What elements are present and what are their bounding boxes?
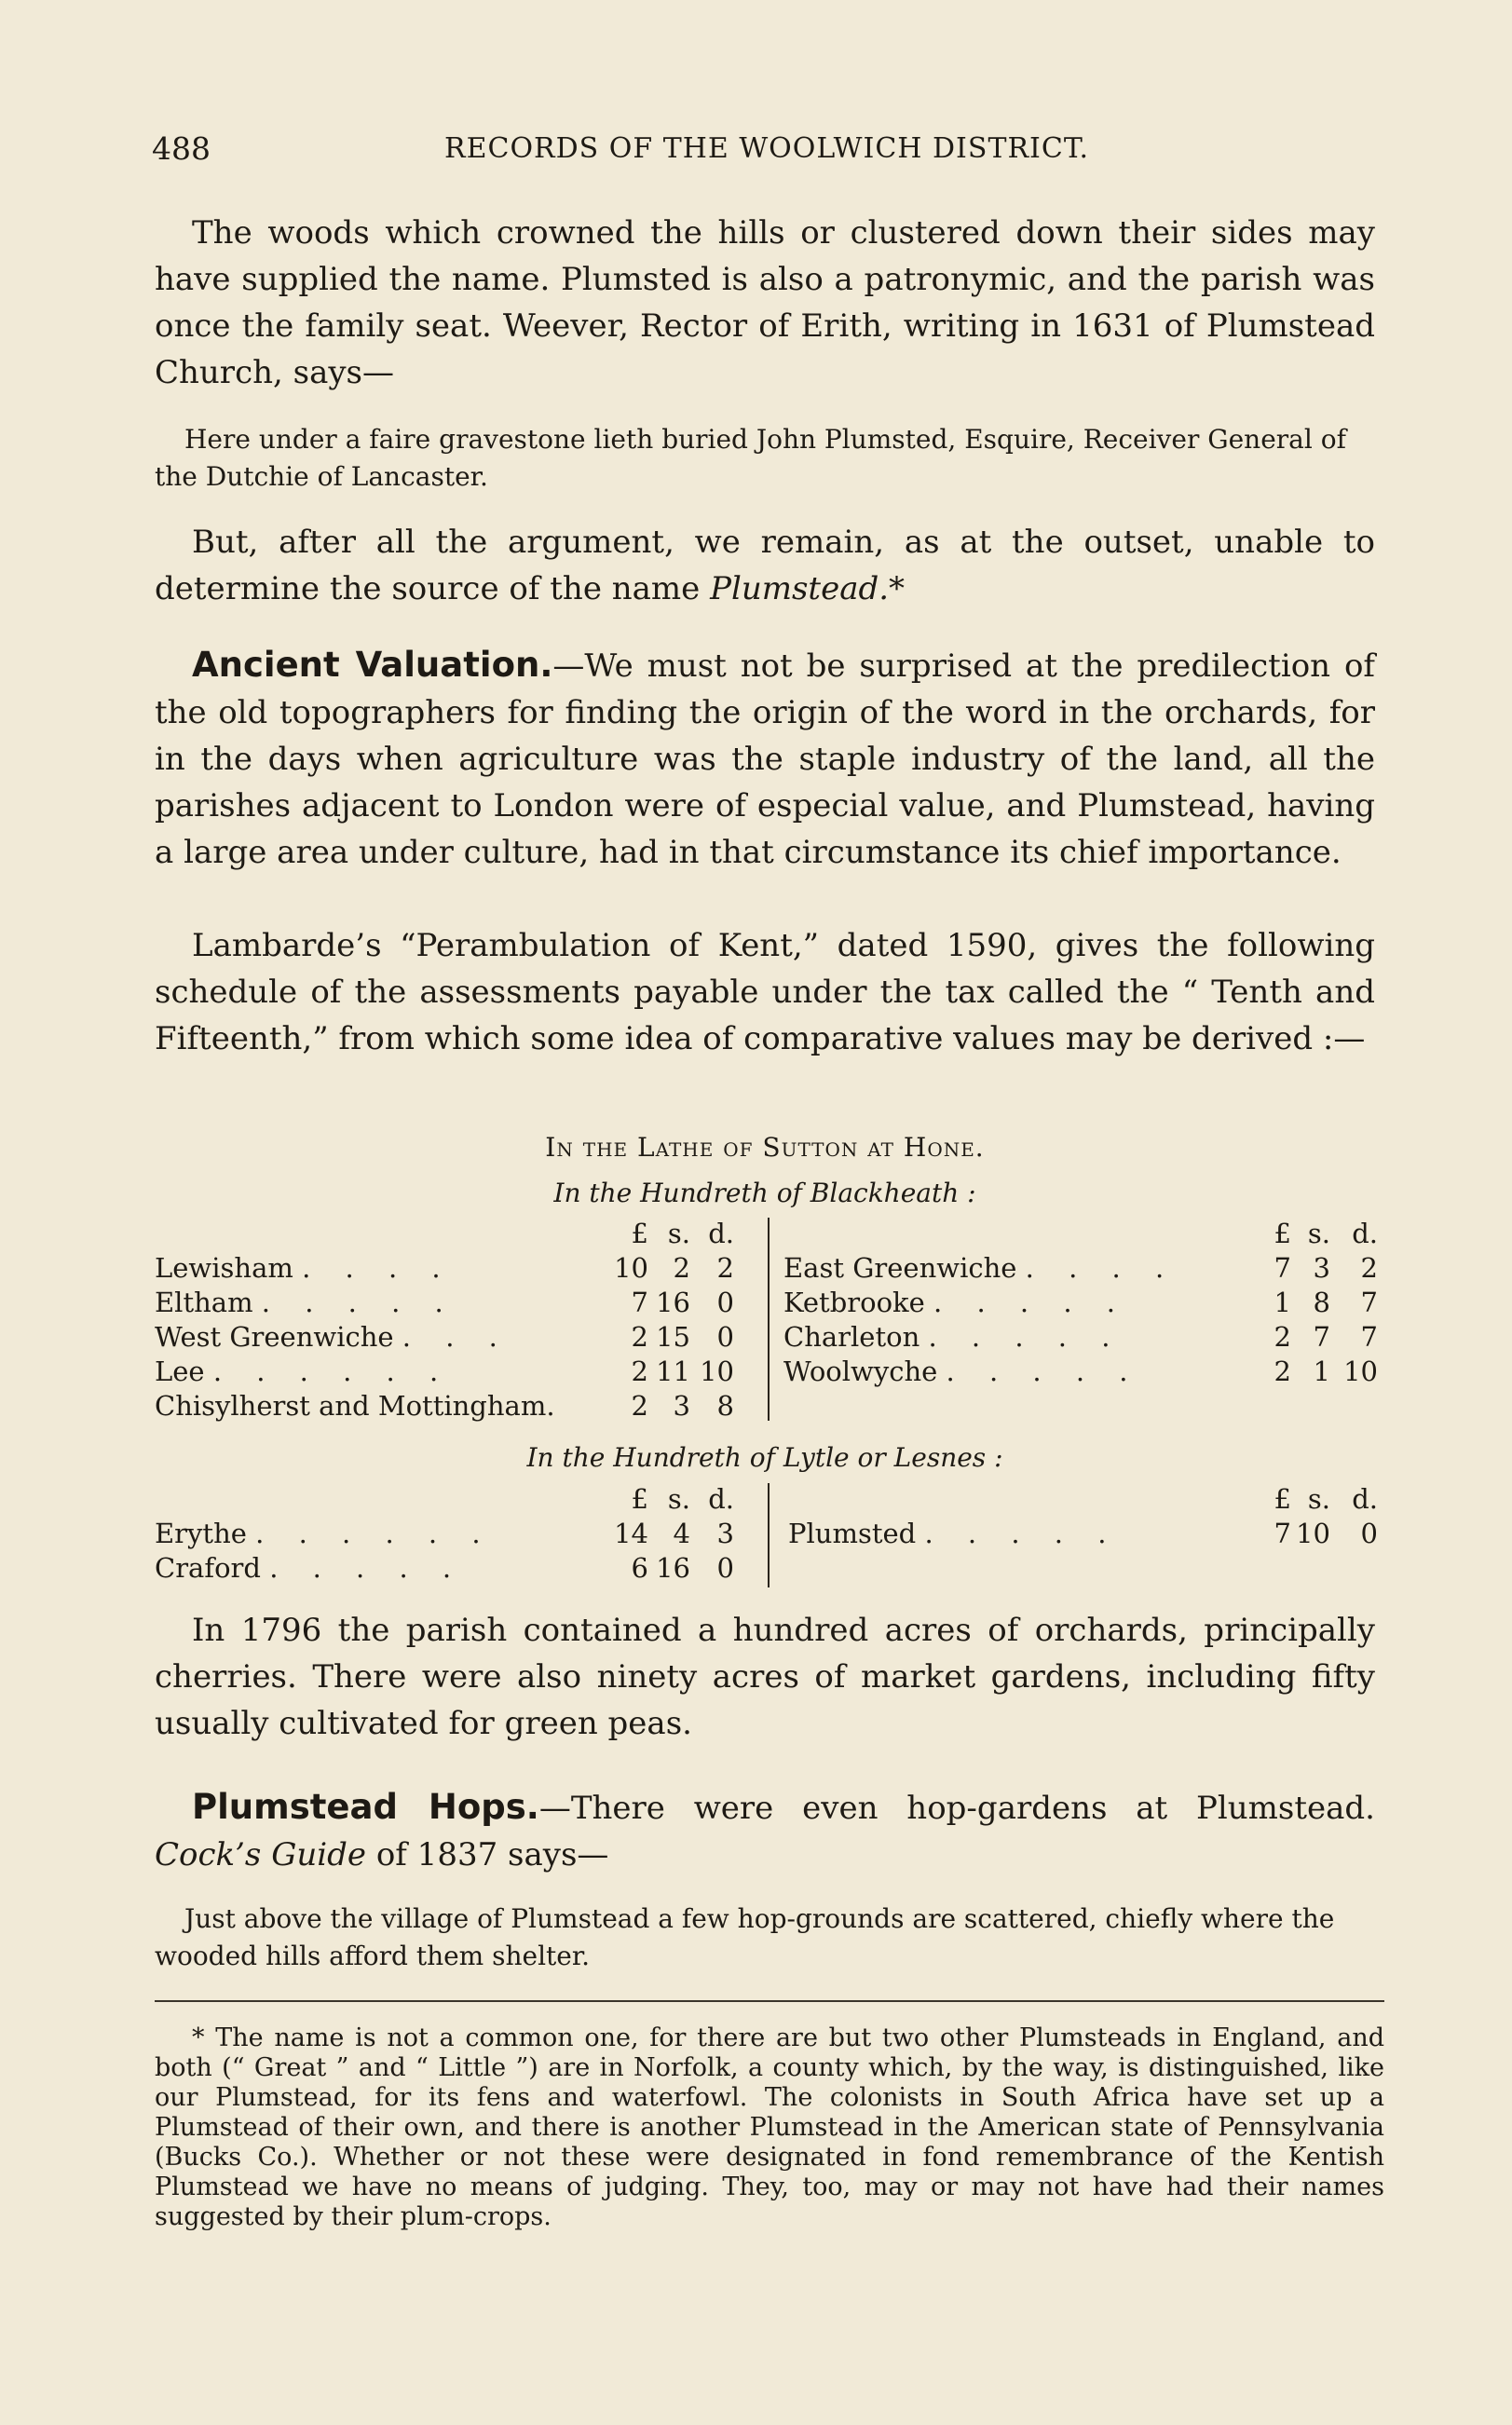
pence-value: 0: [1360, 1518, 1378, 1549]
paragraph-ancient-valuation-text: —We must not be surprised at the predilection of the old topographers for finding the origin of the word in the orchards, for in the days when agriculture was the staple industry of the land, all the parishes adjacent to London were of especial value, and Plumstead, having a large area under culture, had in that circumstance its chief importance.: [155, 647, 1375, 871]
table-row: [155, 1321, 1384, 1356]
running-title: RECORDS OF THE WOOLWICH DISTRICT.: [444, 132, 1089, 165]
pence-value: 3: [716, 1518, 734, 1549]
parish-name: Erythe: [155, 1518, 247, 1549]
paragraph-argument-text: But, after all the argument, we remain, as at the outset, unable to determine the source of the name: [155, 524, 1375, 607]
table-row: [155, 1518, 1384, 1552]
pounds-value: 2: [631, 1356, 648, 1387]
valuation-table-blackheath: [155, 1218, 1384, 1423]
pounds-value: 2: [631, 1390, 648, 1422]
units-row: [155, 1483, 1384, 1518]
section-heading-ancient-valuation: Ancient Valuation.: [192, 645, 553, 685]
paragraph-woods: The woods which crowned the hills or clustered down their sides may have supplied the name. Plumsted is also a patronymic, and the parish was once the family seat. Weever, Rector of Erith, writing in 1631 of Plumstead Church, says—: [155, 214, 1375, 391]
pence-unit-right: d.: [1352, 1218, 1378, 1249]
pence-unit-right: d.: [1352, 1483, 1378, 1515]
pence-value: 10: [1343, 1356, 1378, 1387]
footnote: * The name is not a common one, for there are but two other Plumsteads in England, and both (“ Great ” and “ Little ”) are in Norfolk, a county which, by the way, is distinguished, like our Plumstead, for its fens and waterfowl. The colonists in South Africa have set up a Plumstead of their own, and there is another Plumstead in the American state of Pennsylvania (Bucks Co.). Whether or not these were designated in fond remembrance of the Kentish Plumstead we have no means of judging. They, too, may or may not have had their names suggested by their plum-crops.: [155, 2023, 1384, 2231]
hundred-title-blackheath: In the Hundreth of Blackheath :: [553, 1178, 976, 1208]
pence-value: 2: [1360, 1252, 1378, 1284]
paragraph-hops-text-end: of 1837 says—: [366, 1836, 609, 1873]
lathe-title: In the Lathe of Sutton at Hone.: [545, 1132, 985, 1163]
parish-name: Craford: [155, 1552, 261, 1584]
quote-weever: Here under a faire gravestone lieth buried John Plumsted, Esquire, Receiver General of the Dutchie of Lancaster.: [155, 424, 1346, 492]
shillings-value: 16: [656, 1552, 690, 1584]
pounds-value: 1: [1274, 1287, 1291, 1318]
pence-value: 7: [1360, 1321, 1378, 1353]
shillings-value: 8: [1313, 1287, 1330, 1318]
table-row: [155, 1552, 1384, 1587]
units-row: [155, 1218, 1384, 1252]
pounds-value: 7: [1274, 1518, 1291, 1549]
column-divider: [768, 1483, 770, 1587]
leader-dots: . . . . .: [261, 1287, 456, 1318]
pence-value: 8: [716, 1390, 734, 1422]
parish-name: Lee: [155, 1356, 205, 1387]
leader-dots: . . . .: [1025, 1252, 1178, 1284]
parish-name: West Greenwiche: [155, 1321, 394, 1353]
leader-dots: . . . . . .: [212, 1356, 452, 1387]
parish-name: East Greenwiche: [783, 1252, 1017, 1284]
shillings-value: 4: [673, 1518, 690, 1549]
cocks-guide-italic: Cock’s Guide: [155, 1836, 367, 1873]
pounds-value: 7: [1274, 1252, 1291, 1284]
shillings-value: 15: [656, 1321, 690, 1353]
pounds-value: 10: [614, 1252, 648, 1284]
leader-dots: . . .: [402, 1321, 511, 1353]
parish-name: Ketbrooke: [783, 1287, 925, 1318]
footnote-rule: [155, 2000, 1384, 2002]
pence-unit-left: d.: [708, 1218, 734, 1249]
running-head: [152, 130, 1382, 177]
page-number: 488: [152, 130, 211, 167]
parish-name: Woolwyche: [783, 1356, 938, 1387]
pence-value: 0: [716, 1287, 734, 1318]
shillings-value: 11: [656, 1356, 690, 1387]
shilling-unit-right: s.: [1307, 1218, 1330, 1249]
paragraph-lambarde: Lambarde’s “Perambulation of Kent,” dated 1590, gives the following schedule of the assessments payable under the tax called the “ Tenth and Fifteenth,” from which some idea of comparative values may be derived :—: [155, 927, 1375, 1057]
pound-unit-left: £: [631, 1218, 648, 1249]
pounds-value: 7: [631, 1287, 648, 1318]
shillings-value: 7: [1313, 1321, 1330, 1353]
parish-name: Eltham: [155, 1287, 253, 1318]
pound-unit-right: £: [1274, 1483, 1291, 1515]
pence-value: 0: [716, 1321, 734, 1353]
shillings-value: 2: [673, 1252, 690, 1284]
pounds-value: 2: [1274, 1321, 1291, 1353]
leader-dots: . . . . .: [924, 1518, 1120, 1549]
plumstead-italic: Plumstead.*: [710, 570, 906, 607]
paragraph-argument: [155, 519, 1375, 612]
pence-value: 2: [716, 1252, 734, 1284]
leader-dots: . . . . .: [928, 1321, 1124, 1353]
paragraph-ancient-valuation: [155, 642, 1375, 876]
table-row: [155, 1390, 1384, 1424]
leader-dots: .: [546, 1390, 568, 1422]
pence-unit-left: d.: [708, 1483, 734, 1515]
pounds-value: 6: [631, 1552, 648, 1584]
column-divider: [768, 1218, 770, 1421]
pounds-value: 2: [1274, 1356, 1291, 1387]
valuation-table-lesnes: [155, 1483, 1384, 1590]
pound-unit-left: £: [631, 1483, 648, 1515]
leader-dots: . . . . .: [933, 1287, 1128, 1318]
table-row: [155, 1287, 1384, 1321]
shillings-value: 16: [656, 1287, 690, 1318]
pence-value: 0: [716, 1552, 734, 1584]
leader-dots: . . . . . .: [255, 1518, 494, 1549]
hundred-title-lesnes: In the Hundreth of Lytle or Lesnes :: [526, 1442, 1003, 1473]
pounds-value: 14: [614, 1518, 648, 1549]
leader-dots: . . . . .: [269, 1552, 465, 1584]
pounds-value: 2: [631, 1321, 648, 1353]
paragraph-orchards: In 1796 the parish contained a hundred acres of orchards, principally cherries. There were also ninety acres of market gardens, including fifty usually cultivated for green peas.: [155, 1612, 1375, 1742]
parish-name: Lewisham: [155, 1252, 293, 1284]
parish-name: Plumsted: [788, 1518, 917, 1549]
table-row: [155, 1356, 1384, 1390]
table-row: [155, 1252, 1384, 1287]
shillings-value: 10: [1296, 1518, 1330, 1549]
shilling-unit-right: s.: [1307, 1483, 1330, 1515]
shillings-value: 3: [1313, 1252, 1330, 1284]
section-heading-plumstead-hops: Plumstead Hops.: [192, 1787, 539, 1827]
paragraph-hops: [155, 1784, 1375, 1878]
shillings-value: 1: [1313, 1356, 1330, 1387]
leader-dots: . . . .: [302, 1252, 454, 1284]
shilling-unit-left: s.: [667, 1218, 690, 1249]
pound-unit-right: £: [1274, 1218, 1291, 1249]
quote-cocks-guide: Just above the village of Plumstead a few hop-grounds are scattered, chiefly where the wooded hills afford them shelter.: [155, 1903, 1335, 1971]
shillings-value: 3: [673, 1390, 690, 1422]
parish-name: Charleton: [783, 1321, 920, 1353]
parish-name: Chisylherst and Mottingham: [155, 1390, 547, 1422]
paragraph-hops-text: —There were even hop-gardens at Plumstead.: [538, 1790, 1375, 1827]
pence-value: 10: [700, 1356, 734, 1387]
leader-dots: . . . . .: [946, 1356, 1141, 1387]
pence-value: 7: [1360, 1287, 1378, 1318]
shilling-unit-left: s.: [667, 1483, 690, 1515]
